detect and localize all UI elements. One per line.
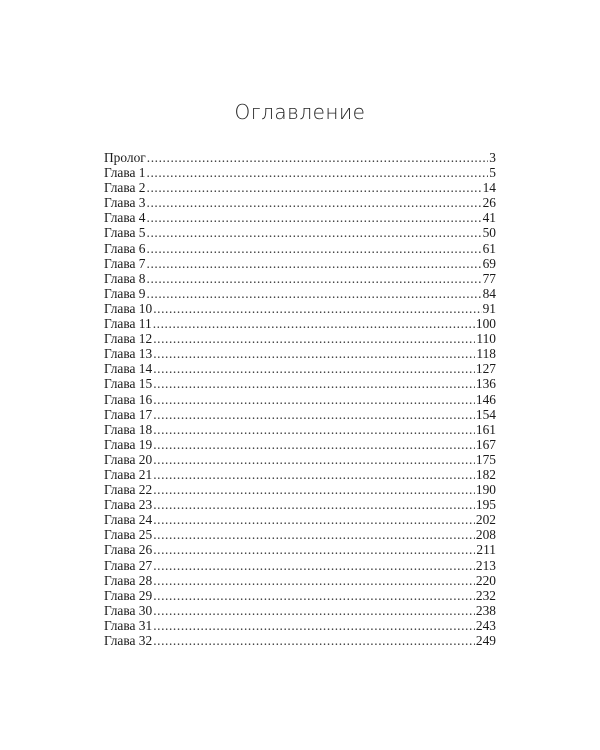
toc-entry-label: Глава 8 xyxy=(104,270,146,286)
toc-entry xyxy=(104,407,496,422)
dot-leader xyxy=(153,392,475,407)
toc-entry xyxy=(104,467,496,482)
toc-entry-page-number: 26 xyxy=(482,195,496,211)
toc-entry xyxy=(104,527,496,542)
toc-entry-page-number: 175 xyxy=(475,451,496,467)
toc-entry-page-number: 182 xyxy=(475,466,496,482)
toc-entry-page-number: 110 xyxy=(476,331,496,347)
toc-entry-label: Глава 22 xyxy=(104,482,153,498)
dot-leader xyxy=(153,482,475,497)
dot-leader xyxy=(153,618,475,633)
dot-leader xyxy=(153,301,481,316)
dot-leader xyxy=(147,195,482,210)
page-title: Оглавление xyxy=(234,100,366,124)
toc-entry-label: Глава 26 xyxy=(104,542,153,558)
toc-entry-page-number: 91 xyxy=(482,300,496,316)
toc-entry-label: Глава 14 xyxy=(104,361,153,377)
toc-entry xyxy=(104,256,496,271)
toc-entry-label: Глава 6 xyxy=(104,240,146,256)
toc-entry xyxy=(104,165,496,180)
dot-leader xyxy=(153,558,475,573)
dot-leader xyxy=(153,527,475,542)
dot-leader xyxy=(147,150,489,165)
toc-entry xyxy=(104,618,496,633)
toc-entry xyxy=(104,316,496,331)
dot-leader xyxy=(153,603,475,618)
toc-entry xyxy=(104,512,496,527)
toc-entry-label: Глава 32 xyxy=(104,633,153,648)
toc-entry xyxy=(104,150,496,165)
dot-leader xyxy=(153,467,475,482)
toc-entry xyxy=(104,573,496,588)
toc-entry-page-number: 146 xyxy=(475,391,496,407)
toc-entry-label: Глава 29 xyxy=(104,587,153,603)
toc-entry-label: Глава 17 xyxy=(104,406,153,422)
toc-entry-label: Глава 9 xyxy=(104,285,146,301)
dot-leader xyxy=(153,316,475,331)
dot-leader xyxy=(147,271,482,286)
toc-entry-page-number: 61 xyxy=(482,240,496,256)
toc-entry-page-number: 50 xyxy=(482,225,496,241)
dot-leader xyxy=(153,573,475,588)
toc-entry-page-number: 118 xyxy=(476,346,496,362)
toc-entry xyxy=(104,376,496,391)
toc-entry xyxy=(104,558,496,573)
toc-entry-label: Глава 11 xyxy=(104,316,152,332)
toc-entry-page-number: 190 xyxy=(475,482,496,498)
toc-entry xyxy=(104,603,496,618)
toc-entry-page-number: 249 xyxy=(475,633,496,648)
toc-entry-page-number: 243 xyxy=(475,617,496,633)
dot-leader xyxy=(153,422,475,437)
dot-leader xyxy=(153,346,475,361)
toc-entry xyxy=(104,392,496,407)
toc-entry xyxy=(104,195,496,210)
toc-entry xyxy=(104,588,496,603)
dot-leader xyxy=(147,286,482,301)
toc-entry-label: Глава 7 xyxy=(104,255,146,271)
toc-entry xyxy=(104,482,496,497)
toc-entry-label: Глава 27 xyxy=(104,557,153,573)
toc-entry-label: Глава 5 xyxy=(104,225,146,241)
toc-entry-page-number: 238 xyxy=(475,602,496,618)
toc-entry-label: Глава 24 xyxy=(104,512,153,528)
toc-entry xyxy=(104,301,496,316)
toc-entry-label: Глава 18 xyxy=(104,421,153,437)
toc-entry-label: Глава 19 xyxy=(104,436,153,452)
toc-entry-page-number: 220 xyxy=(475,572,496,588)
dot-leader xyxy=(147,225,482,240)
toc-entry-page-number: 161 xyxy=(475,421,496,437)
toc-entry-page-number: 213 xyxy=(475,557,496,573)
toc-entry-label: Глава 15 xyxy=(104,376,153,392)
dot-leader xyxy=(147,256,482,271)
toc-entry xyxy=(104,542,496,557)
toc-entry-label: Глава 10 xyxy=(104,300,153,316)
toc-entry-page-number: 41 xyxy=(482,210,496,226)
toc-entry-page-number: 232 xyxy=(475,587,496,603)
toc-entry-label: Глава 1 xyxy=(104,165,146,181)
toc-entry xyxy=(104,361,496,376)
toc-entry-page-number: 167 xyxy=(475,436,496,452)
dot-leader xyxy=(147,165,489,180)
toc-entry-label: Глава 23 xyxy=(104,497,153,513)
toc-entry-page-number: 211 xyxy=(476,542,496,558)
toc-entry-page-number: 136 xyxy=(475,376,496,392)
dot-leader xyxy=(147,180,482,195)
toc-entry-page-number: 100 xyxy=(475,316,496,332)
toc-entry-label: Пролог xyxy=(104,150,146,165)
dot-leader xyxy=(153,633,475,648)
toc-entry-page-number: 195 xyxy=(475,497,496,513)
dot-leader xyxy=(153,376,475,391)
toc-entry-label: Глава 20 xyxy=(104,451,153,467)
toc-entry-label: Глава 4 xyxy=(104,210,146,226)
table-of-contents xyxy=(104,150,496,648)
dot-leader xyxy=(147,210,482,225)
dot-leader xyxy=(153,512,475,527)
toc-entry xyxy=(104,225,496,240)
toc-entry xyxy=(104,497,496,512)
toc-entry xyxy=(104,633,496,648)
toc-entry xyxy=(104,286,496,301)
dot-leader xyxy=(153,361,475,376)
dot-leader xyxy=(153,588,475,603)
toc-entry-page-number: 127 xyxy=(475,361,496,377)
toc-entry-label: Глава 31 xyxy=(104,617,153,633)
toc-entry-label: Глава 25 xyxy=(104,527,153,543)
toc-entry-page-number: 84 xyxy=(482,285,496,301)
dot-leader xyxy=(153,542,475,557)
toc-entry-page-number: 208 xyxy=(475,527,496,543)
dot-leader xyxy=(153,452,475,467)
toc-entry xyxy=(104,422,496,437)
toc-entry-label: Глава 16 xyxy=(104,391,153,407)
dot-leader xyxy=(153,331,475,346)
toc-entry xyxy=(104,346,496,361)
dot-leader xyxy=(153,497,475,512)
toc-entry xyxy=(104,241,496,256)
toc-entry xyxy=(104,452,496,467)
toc-entry-label: Глава 30 xyxy=(104,602,153,618)
toc-entry-label: Глава 28 xyxy=(104,572,153,588)
dot-leader xyxy=(153,407,475,422)
dot-leader xyxy=(153,437,475,452)
toc-entry-page-number: 5 xyxy=(489,165,496,181)
toc-entry xyxy=(104,437,496,452)
dot-leader xyxy=(147,241,482,256)
toc-entry xyxy=(104,210,496,225)
toc-entry-label: Глава 3 xyxy=(104,195,146,211)
toc-entry-label: Глава 12 xyxy=(104,331,153,347)
toc-entry-page-number: 154 xyxy=(475,406,496,422)
toc-entry-page-number: 3 xyxy=(489,150,496,165)
toc-entry-label: Глава 13 xyxy=(104,346,153,362)
toc-entry xyxy=(104,271,496,286)
toc-entry-page-number: 14 xyxy=(482,180,496,196)
toc-entry-label: Глава 21 xyxy=(104,466,153,482)
toc-entry xyxy=(104,331,496,346)
toc-entry-label: Глава 2 xyxy=(104,180,146,196)
toc-entry-page-number: 202 xyxy=(475,512,496,528)
toc-entry-page-number: 69 xyxy=(482,255,496,271)
toc-entry xyxy=(104,180,496,195)
toc-entry-page-number: 77 xyxy=(482,270,496,286)
